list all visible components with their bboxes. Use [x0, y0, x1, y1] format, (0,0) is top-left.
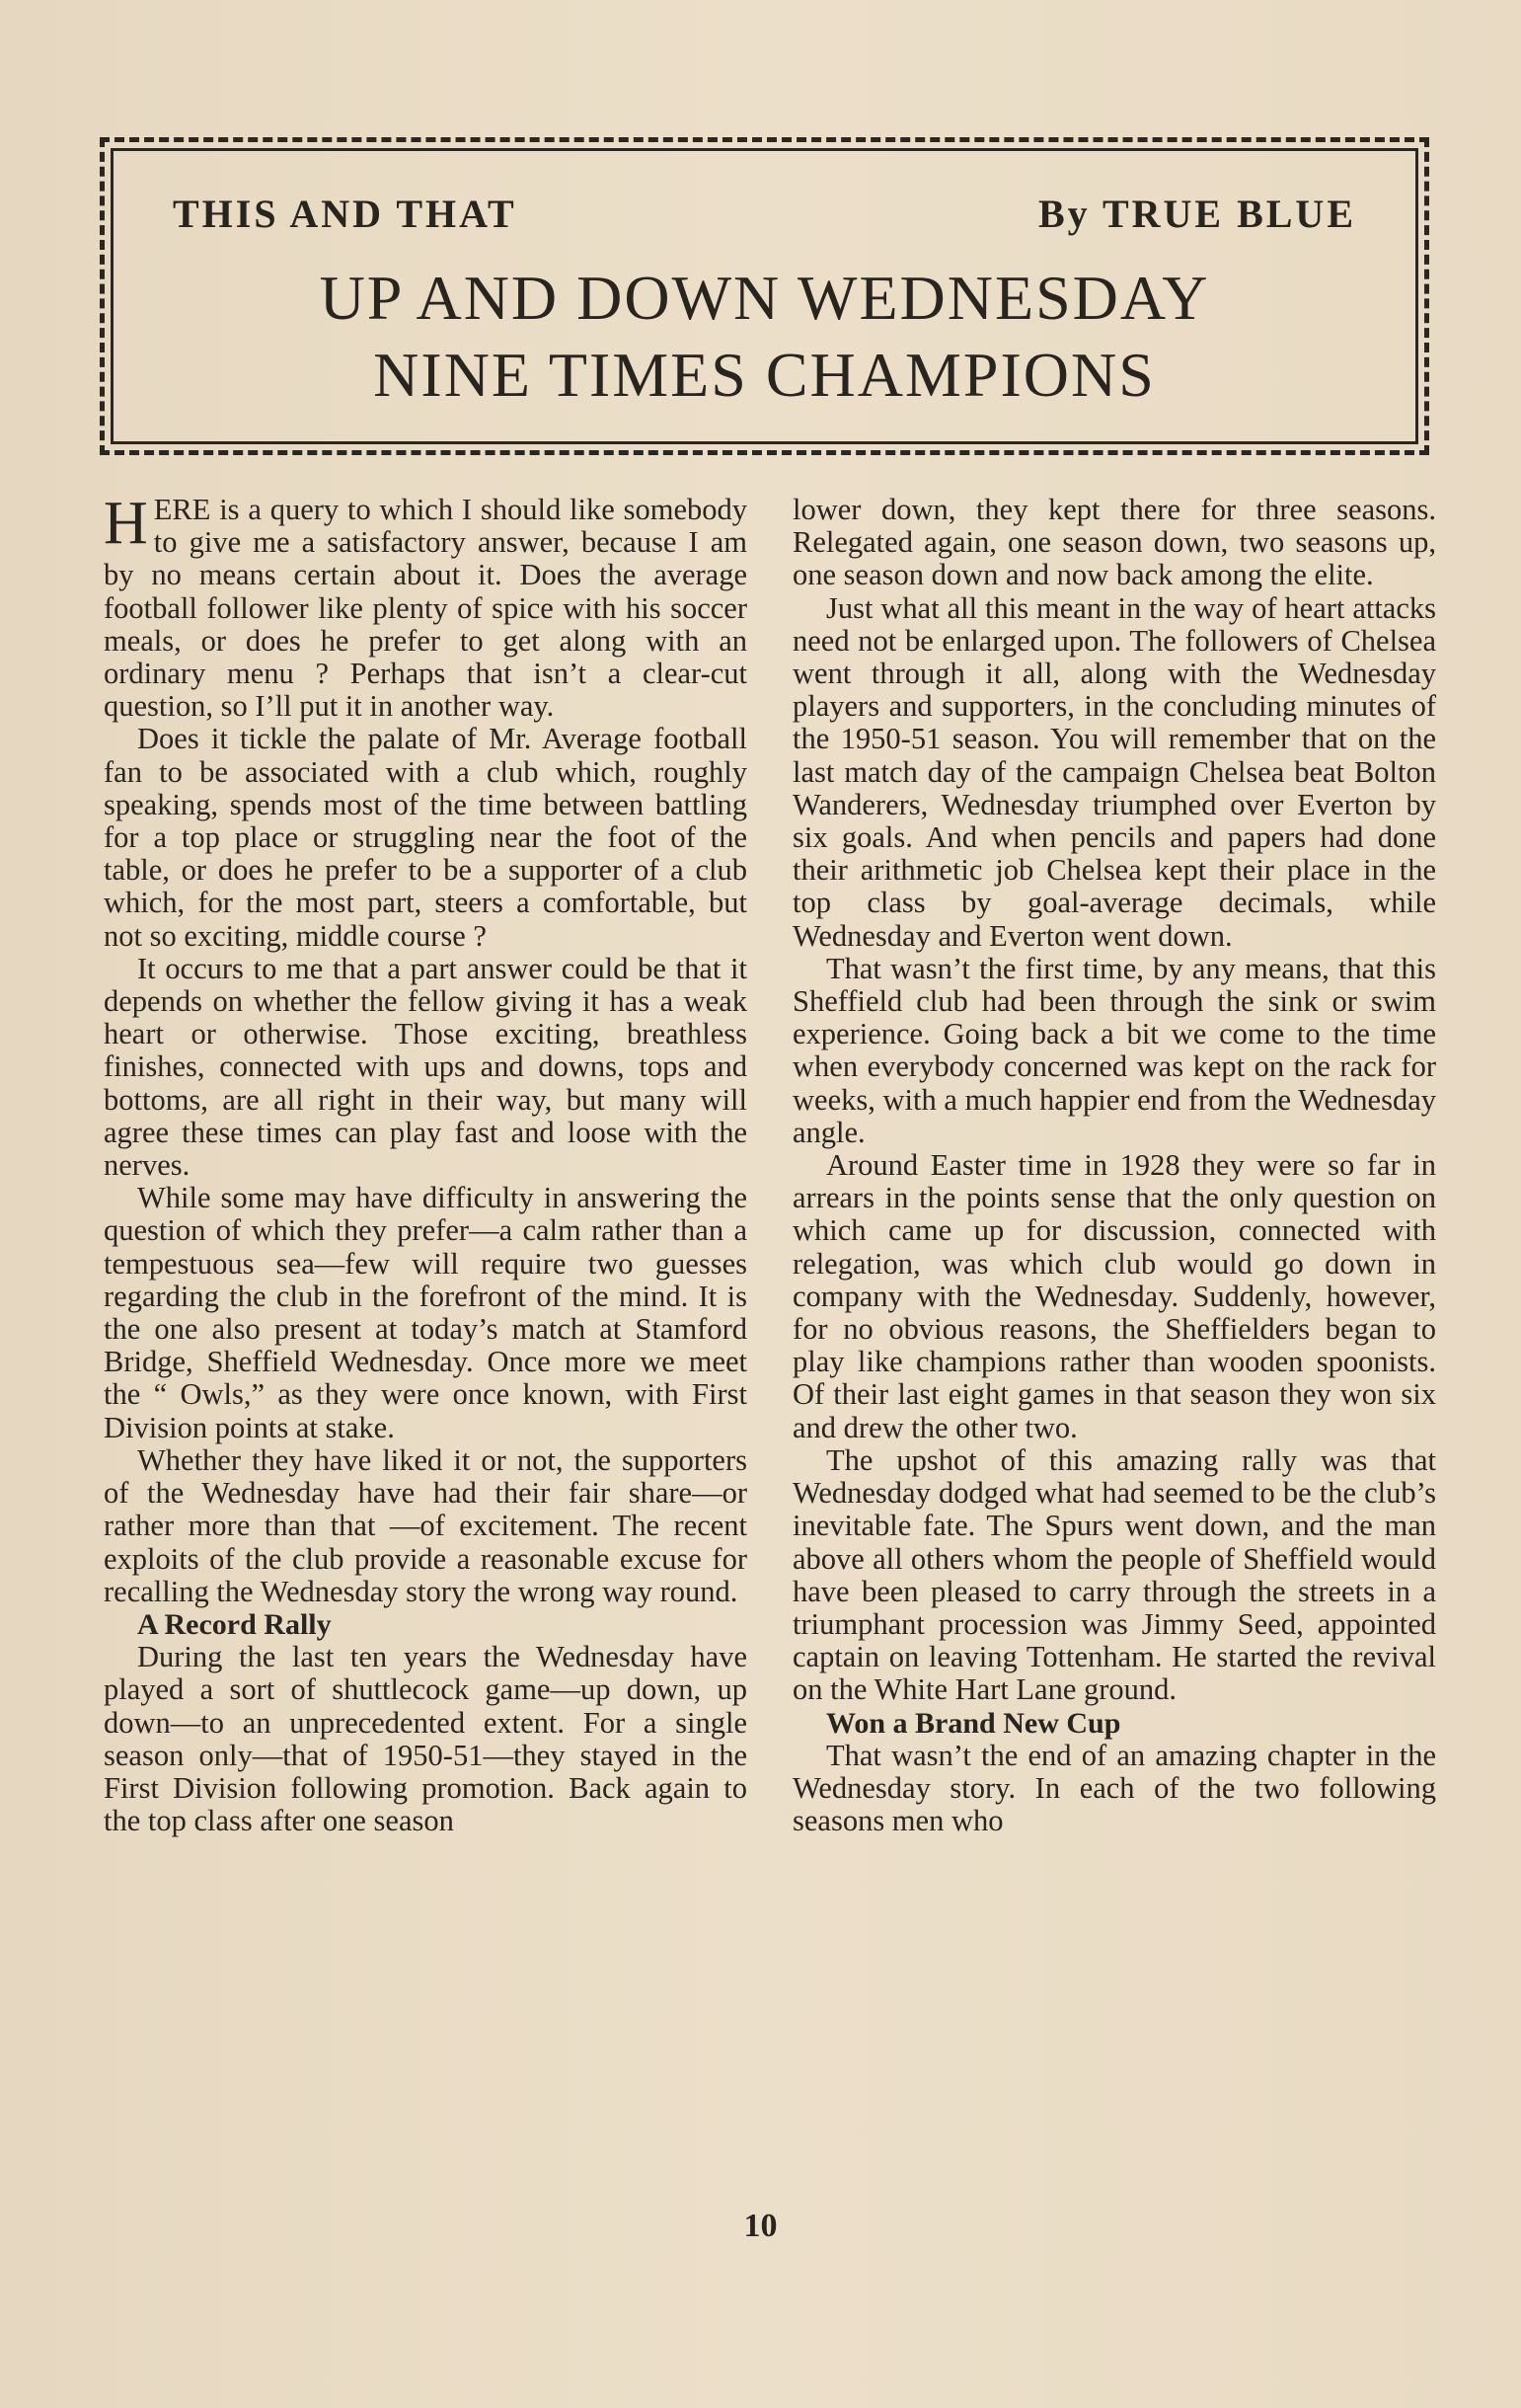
paragraph: It occurs to me that a part answer could be that it depends on whether the fellow giving it has a weak heart or otherwise. Those exciting, breathless finishes, connected with ups and downs, tops and bottoms, are all right in their way, but many will agree these times can play fast and loose with the nerves. [104, 951, 747, 1183]
right-column [793, 494, 1436, 1837]
paragraph [104, 490, 747, 724]
paragraph: During the last ten years the Wednesday have played a sort of shuttlecock game—up down, up down—to an unprecedented extent. For a single season only—that of 1950-51—they stayed in the First Division following promotion. Back again to the top class after one season [104, 1640, 747, 1838]
paragraph: The upshot of this amazing rally was that Wednesday dodged what had seemed to be the club’s inevitable fate. The Spurs went down, and the man above all others whom the people of Sheffield would have been pleased to carry through the streets in a triumphant procession was Jimmy Seed, appointed captain on leaving Tottenham. He started the revival on the White Hart Lane ground. [793, 1442, 1436, 1707]
paragraph: While some may have difficulty in answering the question of which they prefer—a calm rather than a tempestuous sea—few will require two guesses regarding the club in the forefront of the mind. It is the one also present at today’s match at Stamford Bridge, Sheffield Wednesday. Once more we meet the “ Owls,” as they were once known, with First Division points at stake. [104, 1181, 747, 1444]
paragraph-text: ERE is a query to which I should like somebody to give me a satisfactory answer, because I am by no means certain about it. Does the average football follower like plenty of spice with his soccer meals, or does he prefer to get along with an ordinary menu ? Perhaps that isn’t a clear-cut question, so I’ll put it in another way. [104, 493, 747, 724]
drop-cap: H [104, 490, 148, 557]
paragraph: That wasn’t the first time, by any means, that this Sheffield club had been through the sink or swim experience. Going back a bit we come to the time when everybody concerned was kept on the rack for weeks, with a much happier end from the Wednesday angle. [793, 951, 1436, 1149]
header-row [173, 191, 1356, 237]
subheading: A Record Rally [137, 1607, 332, 1641]
page-number: 10 [743, 2208, 778, 2244]
headline-line-1: UP AND DOWN WEDNESDAY [319, 263, 1210, 333]
byline: By TRUE BLUE [1037, 192, 1356, 236]
subheading: Won a Brand New Cup [826, 1706, 1121, 1740]
paragraph: lower down, they kept there for three seasons. Relegated again, one season down, two seasons up, one season down and now back among the elite. [793, 493, 1436, 592]
paragraph: Whether they have liked it or not, the supporters of the Wednesday have had their fair share—or rather more than that —of excitement. The recent exploits of the club provide a reasonable excuse for recalling the Wednesday story the wrong way round. [104, 1442, 747, 1608]
paragraph: Around Easter time in 1928 they were so far in arrears in the points sense that the only question on which came up for discussion, connected with relegation, was which club would go down in company with the Wednesday. Suddenly, however, for no obvious reasons, the Sheffielders began to play like champions rather than wooden spoonists. Of their last eight games in that season they won six and drew the other two. [793, 1148, 1436, 1444]
paragraph: That wasn’t the end of an amazing chapter in the Wednesday story. In each of the two following seasons men who [793, 1738, 1436, 1838]
paragraph: Does it tickle the palate of Mr. Average football fan to be associated with a club which, roughly speaking, spends most of the time between battling for a top place or struggling near the foot of the table, or does he prefer to be a supporter of a club which, for the most part, steers a comfortable, but not so exciting, middle course ? [104, 722, 747, 953]
headline-box [111, 148, 1418, 444]
paragraph: Just what all this meant in the way of heart attacks need not be enlarged upon. The followers of Chelsea went through it all, along with the Wednesday players and supporters, in the concluding minutes of the 1950-51 season. You will remember that on the last match day of the campaign Chelsea beat Bolton Wanderers, Wednesday triumphed over Everton by six goals. And when pencils and papers had done their arithmetic job Chelsea kept their place in the top class by goal-average decimals, while Wednesday and Everton went down. [793, 590, 1436, 953]
column-kicker: THIS AND THAT [173, 192, 517, 236]
headline-line-2: NINE TIMES CHAMPIONS [373, 340, 1156, 410]
left-column [104, 490, 747, 1838]
